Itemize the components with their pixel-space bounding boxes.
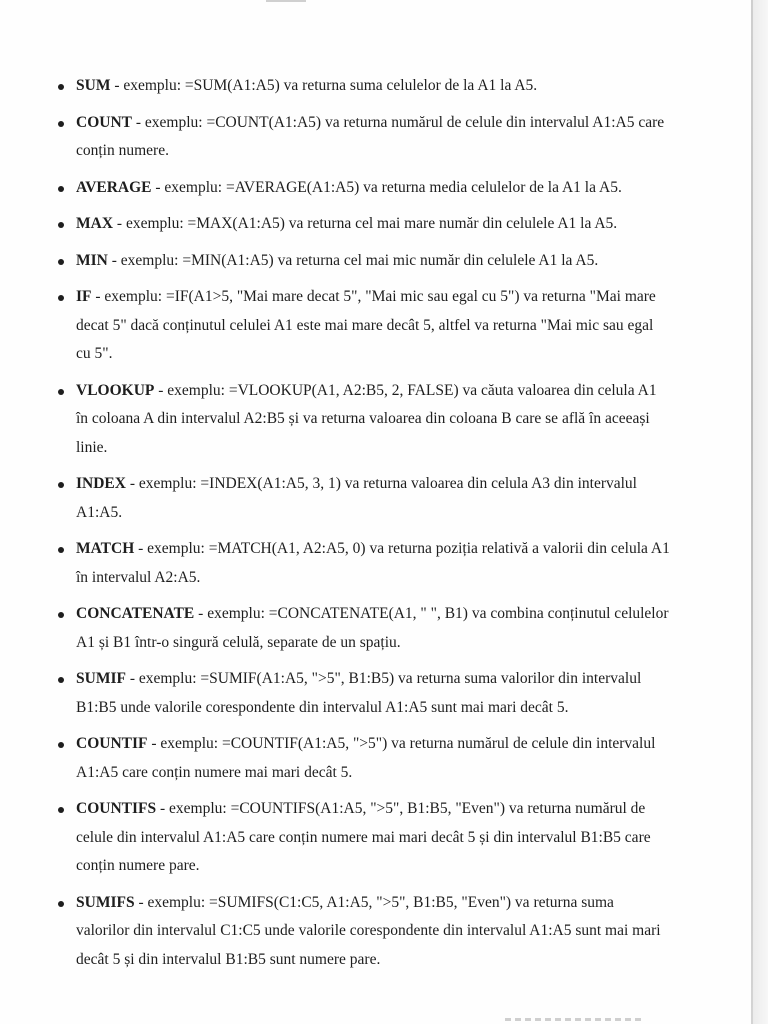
bullet-icon	[58, 389, 64, 395]
function-name: INDEX	[76, 475, 126, 492]
list-item-sumifs	[58, 889, 670, 975]
function-description: - exemplu: =VLOOKUP(A1, A2:B5, 2, FALSE) va căuta valoarea din celula A1 în coloana A din intervalul A2:B5 și va returna valoarea din coloana B care se află în aceeași linie.	[76, 381, 657, 456]
function-name: SUM	[76, 77, 111, 94]
list-item-average	[58, 174, 670, 203]
list-item-min	[58, 247, 670, 276]
bullet-icon	[58, 295, 64, 301]
function-description: - exemplu: =COUNT(A1:A5) va returna numărul de celule din intervalul A1:A5 care conțin numere.	[76, 113, 665, 159]
list-item-index	[58, 470, 670, 527]
function-name: MAX	[76, 215, 114, 232]
bullet-icon	[58, 677, 64, 683]
scan-margin-shadow	[753, 0, 768, 1024]
function-name: SUMIFS	[76, 893, 135, 911]
bullet-icon	[58, 742, 64, 748]
function-name: AVERAGE	[76, 178, 152, 196]
function-name: COUNT	[76, 113, 132, 131]
function-name: COUNTIFS	[76, 800, 157, 817]
bullet-icon	[58, 259, 64, 265]
function-description: - exemplu: =MIN(A1:A5) va returna cel mai mic număr din celulele A1 la A5.	[107, 251, 599, 269]
list-item-max	[58, 210, 670, 239]
function-description: - exemplu: =MAX(A1:A5) va returna cel mai mare număr din celulele A1 la A5.	[113, 215, 618, 232]
function-description: - exemplu: =IF(A1>5, "Mai mare decat 5", "Mai mic sau egal cu 5") va returna "Mai mare decat 5" dacă conținutul celulei A1 este mai mare decât 5, altfel va returna "Mai mic sau egal cu 5".	[76, 288, 656, 362]
function-description: - exemplu: =AVERAGE(A1:A5) va returna media celulelor de la A1 la A5.	[151, 178, 622, 196]
function-name: IF	[76, 288, 92, 305]
function-description: - exemplu: =INDEX(A1:A5, 3, 1) va returna valoarea din celula A3 din intervalul A1:A5.	[76, 475, 637, 521]
function-description: - exemplu: =CONCATENATE(A1, " ", B1) va combina conținutul celulelor A1 și B1 într-o singură celulă, separate de un spațiu.	[76, 605, 669, 651]
function-name: VLOOKUP	[76, 381, 155, 399]
bullet-icon	[58, 186, 64, 192]
list-item-countifs	[58, 795, 670, 881]
scan-top-mark	[266, 0, 306, 2]
function-description: - exemplu: =SUMIF(A1:A5, ">5", B1:B5) va returna suma valorilor din intervalul B1:B5 unde valorile corespondente din intervalul A1:A5 sunt mai mari decât 5.	[76, 670, 642, 716]
list-item-count	[58, 109, 670, 166]
function-description: - exemplu: =COUNTIF(A1:A5, ">5") va returna numărul de celule din intervalul A1:A5 care conțin numere mai mari decât 5.	[76, 735, 656, 781]
function-name: MIN	[76, 251, 108, 269]
list-item-vlookup	[58, 377, 670, 463]
bullet-icon	[58, 482, 64, 488]
function-name: CONCATENATE	[76, 605, 195, 622]
function-name: SUMIF	[76, 670, 126, 687]
function-name: MATCH	[76, 540, 135, 557]
bullet-icon	[58, 84, 64, 90]
list-item-countif	[58, 730, 670, 787]
function-name: COUNTIF	[76, 735, 148, 752]
scan-bottom-mark	[505, 1018, 645, 1021]
function-list	[58, 72, 670, 982]
bullet-icon	[58, 807, 64, 813]
list-item-sumif	[58, 665, 670, 722]
bullet-icon	[58, 121, 64, 127]
function-description: - exemplu: =SUMIFS(C1:C5, A1:A5, ">5", B1:B5, "Even") va returna suma valorilor din intervalul C1:C5 unde valorile corespondente din intervalul A1:A5 sunt mai mari decât 5 și din intervalul B1:B5 sunt numere pare.	[76, 893, 661, 968]
list-item-concatenate	[58, 600, 670, 657]
function-description: - exemplu: =SUM(A1:A5) va returna suma celulelor de la A1 la A5.	[110, 77, 538, 94]
list-item-if	[58, 283, 670, 369]
function-description: - exemplu: =COUNTIFS(A1:A5, ">5", B1:B5, "Even") va returna numărul de celule din intervalul A1:A5 care conțin numere mai mari decât 5 și din intervalul B1:B5 care conțin numere pare.	[76, 800, 651, 874]
function-description: - exemplu: =MATCH(A1, A2:A5, 0) va returna poziția relativă a valorii din celula A1 în intervalul A2:A5.	[76, 540, 670, 586]
bullet-icon	[58, 901, 64, 907]
list-item-match	[58, 535, 670, 592]
bullet-icon	[58, 612, 64, 618]
list-item-sum	[58, 72, 670, 101]
bullet-icon	[58, 222, 64, 228]
bullet-icon	[58, 547, 64, 553]
